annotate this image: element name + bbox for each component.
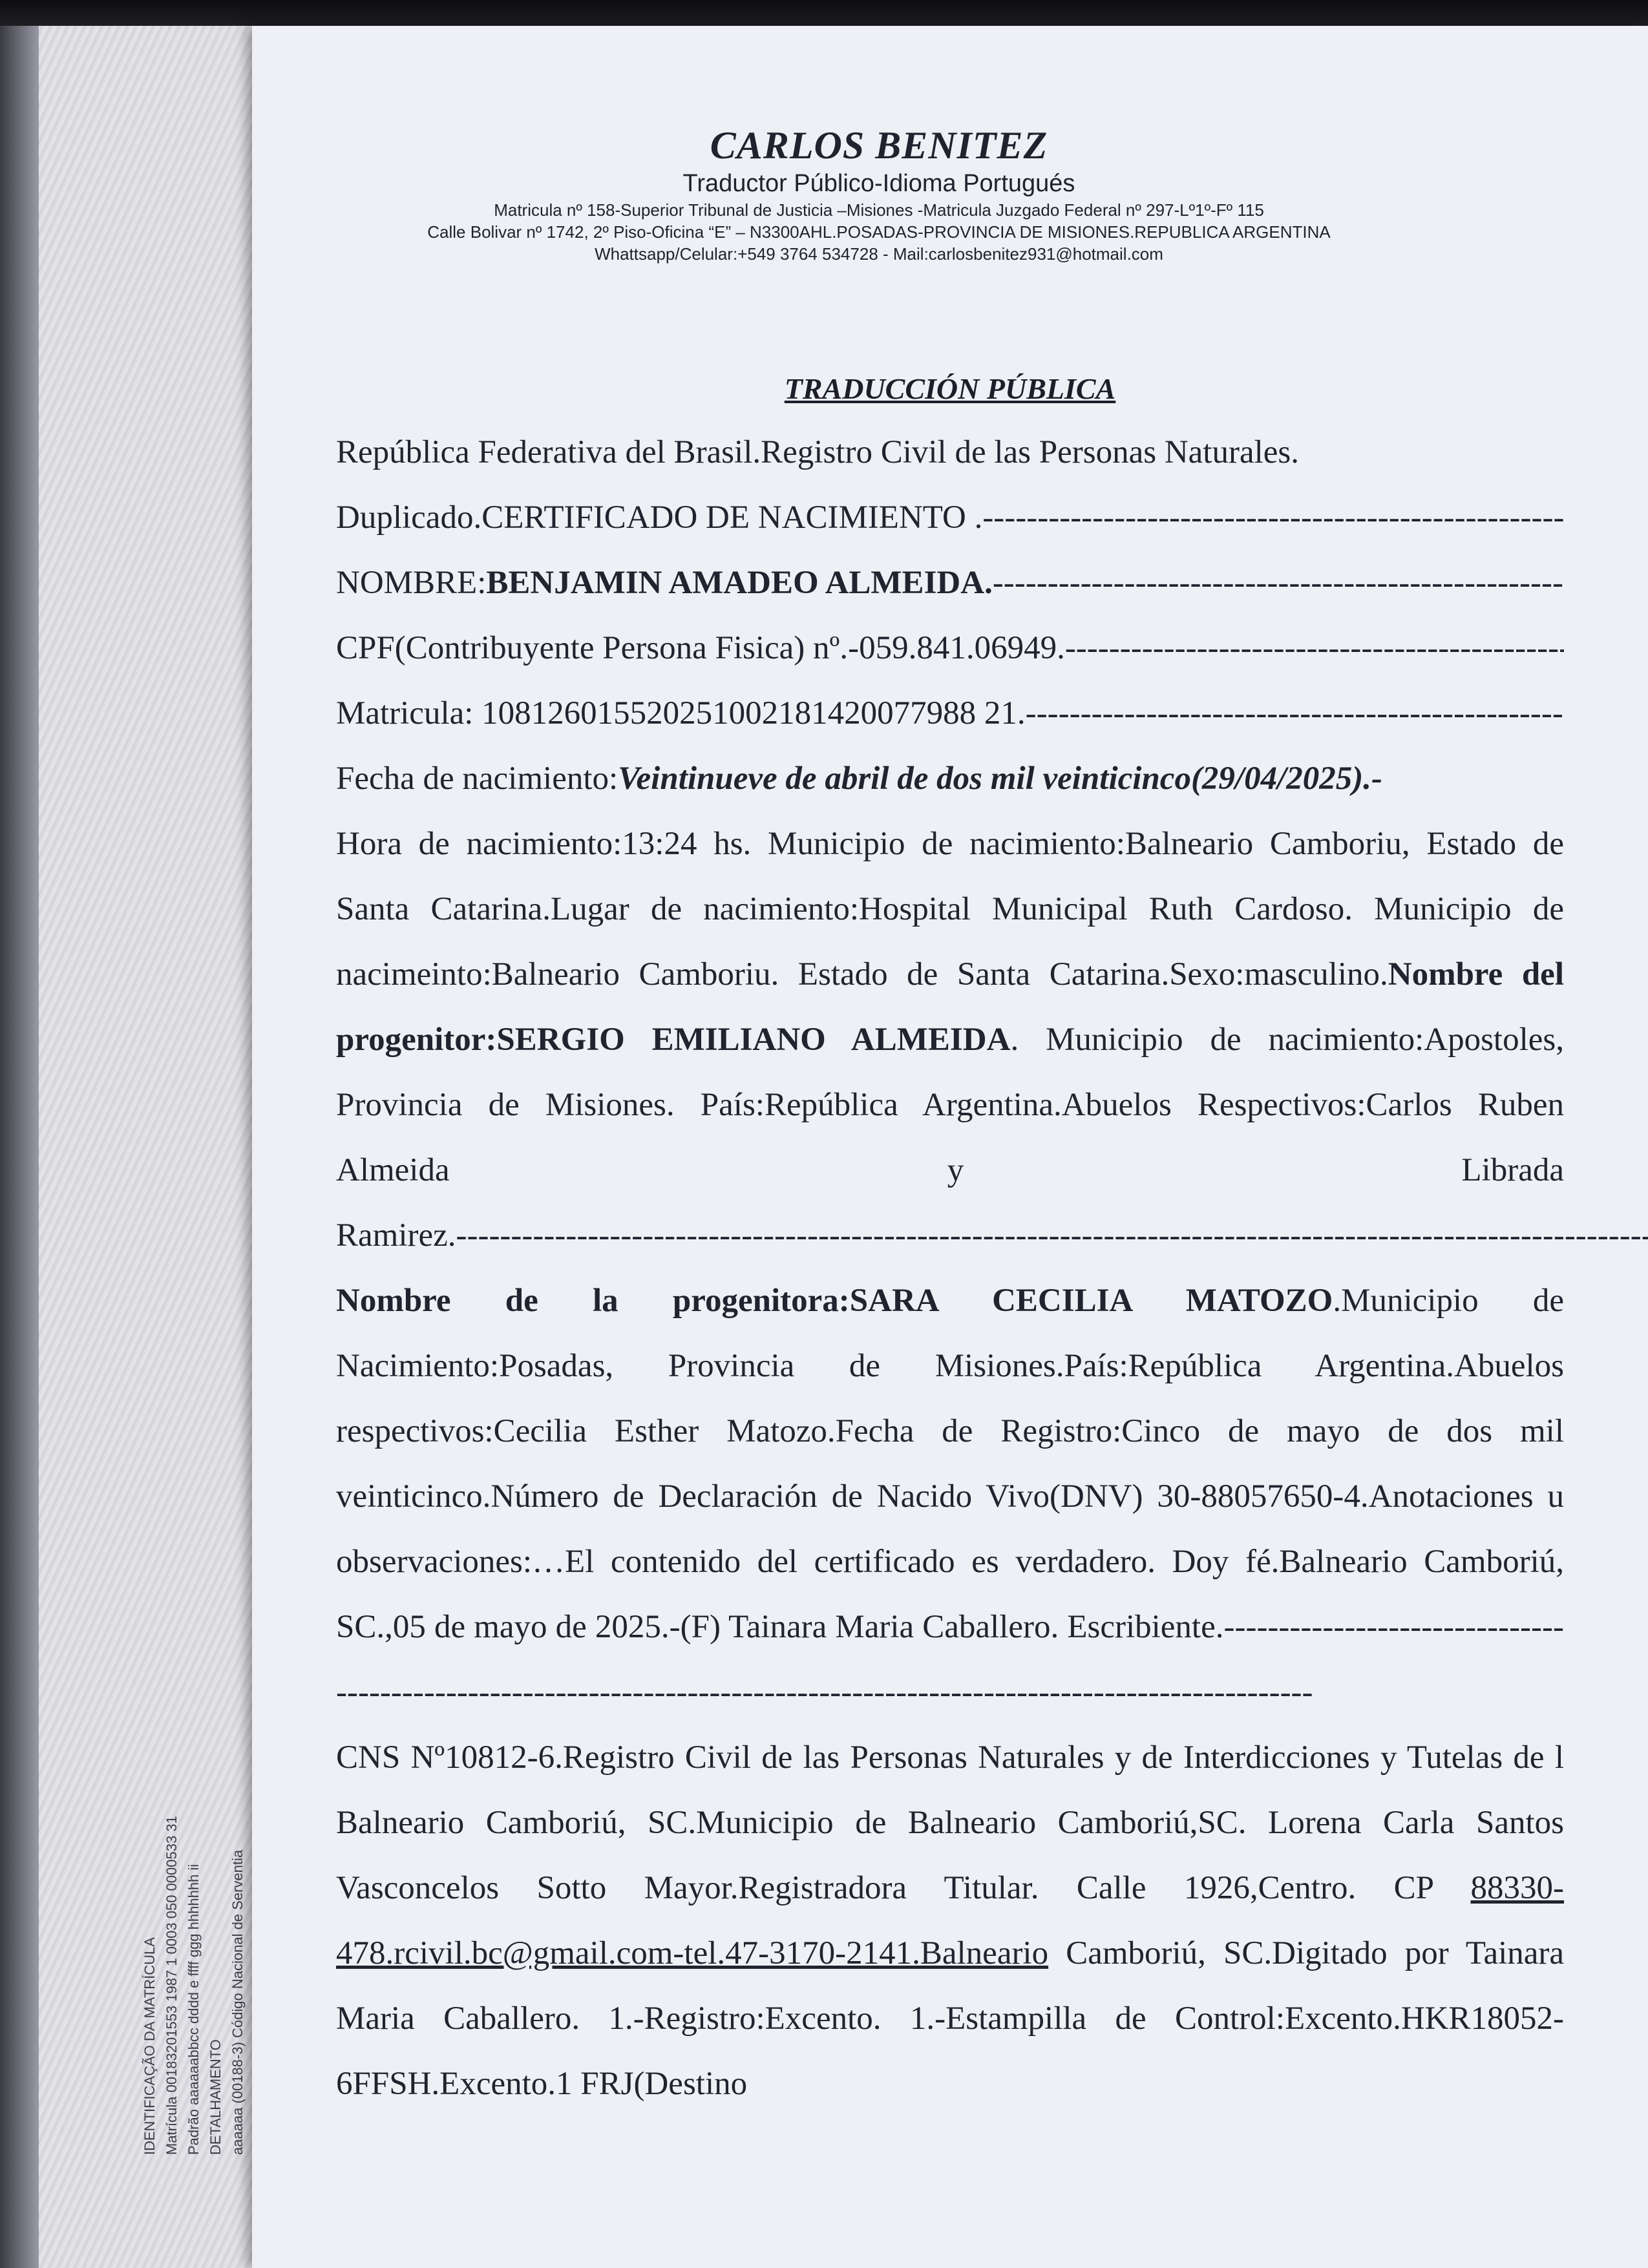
letterhead-contact: Whattsapp/Celular:+549 3764 534728 - Mail:carlosbenitez931@hotmail.com [595, 244, 1163, 264]
document-heading: TRADUCCIÓN PÚBLICA [784, 372, 1116, 405]
stamp-line: Matrícula 00183201553 1987 1 0003 050 0000533 31 [164, 1816, 180, 2155]
paragraph-name [336, 551, 1564, 616]
birth-details: Hora de nacimiento:13:24 hs. Municipio de nacimiento:Balneario Camboriu, Estado de Santa Catarina.Lugar de nacimiento:Hospital Municipal Ruth Cardoso. Municipio de nacimeinto:Balneario Camboriu. Estado de Santa Catarina.Sexo:masculino. [336, 826, 1564, 992]
letterhead-address: Calle Bolivar nº 1742, 2º Piso-Oficina “E” – N3300AHL.POSADAS-PROVINCIA DE MISIONES.REPUBLICA ARGENTINA [427, 222, 1331, 242]
filler-dashes [456, 1217, 1648, 1254]
stamp-line: Padrão aaaaaabbcc dddd e ffff ggg hhhhhhh ii [185, 1864, 202, 2155]
scan-edge [0, 26, 39, 2268]
name-value: BENJAMIN AMADEO ALMEIDA. [486, 565, 993, 601]
paragraph-mother [336, 1268, 1564, 1725]
mother-label: Nombre de la progenitora: [336, 1283, 850, 1319]
paragraph-registry [336, 420, 1564, 551]
translator-name: CARLOS BENITEZ [710, 124, 1048, 167]
father-label: Nombre del progenitor: [336, 956, 1564, 1058]
registry-office-details: CNS Nº10812-6.Registro Civil de las Personas Naturales y de Interdicciones y Tutelas de l Balneario Camboriú, SC.Municipio de Balneario Camboriú,SC. Lorena Carla Santos Vasconcelos Sotto Mayor.Registradora Titular. Calle 1926,Centro. CP [336, 1739, 1564, 1906]
father-details: . Municipio de nacimiento:Apostoles, Provincia de Misiones. País:República Argentina.Abuelos Respectivos:Carlos Ruben Almeida y Librada Ramirez. [336, 1022, 1564, 1254]
birthdate-label: Fecha de nacimiento: [336, 761, 618, 797]
father-name: SERGIO EMILIANO ALMEIDA [496, 1022, 1011, 1058]
stamp-line: DETALHAMENTO [207, 2039, 224, 2155]
paragraph-registry-office [336, 1725, 1564, 2117]
paragraph-cpf [336, 616, 1564, 681]
translator-title: Traductor Público-Idioma Portugués [682, 170, 1075, 197]
name-label: NOMBRE: [336, 565, 487, 601]
document-body [336, 420, 1564, 2117]
filler-dashes [1065, 630, 1564, 666]
paragraph-birthdate [336, 746, 1564, 812]
filler-dashes [993, 565, 1564, 601]
paragraph-birth-details [336, 812, 1564, 1268]
mother-name: SARA CECILIA MATOZO [849, 1283, 1333, 1319]
registry-contact-link[interactable]: 88330-478.rcivil.bc@gmail.com-tel.47-3170-2141.Balneario [336, 1870, 1564, 1971]
cpf-line: CPF(Contribuyente Persona Fisica) nº.-059.841.06949. [336, 630, 1065, 666]
filler-dashes [1026, 695, 1564, 731]
birthdate-value: Veintinueve de abril de dos mil veinticinco(29/04/2025).- [618, 761, 1382, 797]
letterhead-registration: Matricula nº 158-Superior Tribunal de Justicia –Misiones -Matricula Juzgado Federal nº 297-Lº1º-Fº 115 [494, 200, 1264, 220]
stamp-line: IDENTIFICAÇÃO DA MATRÍCULA [142, 1937, 158, 2155]
paragraph-matricula [336, 681, 1564, 746]
filler-dashes [982, 499, 1564, 536]
certificate-line: Duplicado.CERTIFICADO DE NACIMIENTO . [336, 499, 983, 536]
letterhead [310, 123, 1448, 265]
registry-office-details-cont: Camboriú, SC.Digitado por Tainara Maria Caballero. 1.-Registro:Excento. 1.-Estampilla de Control:Excento.HKR18052-6FFSH.Excento.1 FRJ(Destino [336, 1935, 1564, 2102]
matricula-line: Matricula: 108126015520251002181420077988 21. [336, 695, 1026, 731]
registry-line: República Federativa del Brasil.Registro Civil de las Personas Naturales. [336, 434, 1299, 470]
mother-details: .Municipio de Nacimiento:Posadas, Provincia de Misiones.País:República Argentina.Abuelos respectivos:Cecilia Esther Matozo.Fecha de Registro:Cinco de mayo de dos mil veinticinco.Número de Declaración de Nacido Vivo(DNV) 30-88057650-4.Anotaciones u observaciones:…El contenido del certificado es verdadero. Doy fé.Balneario Camboriú, SC.,05 de mayo de 2025.-(F) Tainara Maria Caballero. Escribiente. [336, 1283, 1564, 1645]
stamp-line: aaaaaa (00188-3) Código Nacional de Serventia [229, 1849, 246, 2155]
